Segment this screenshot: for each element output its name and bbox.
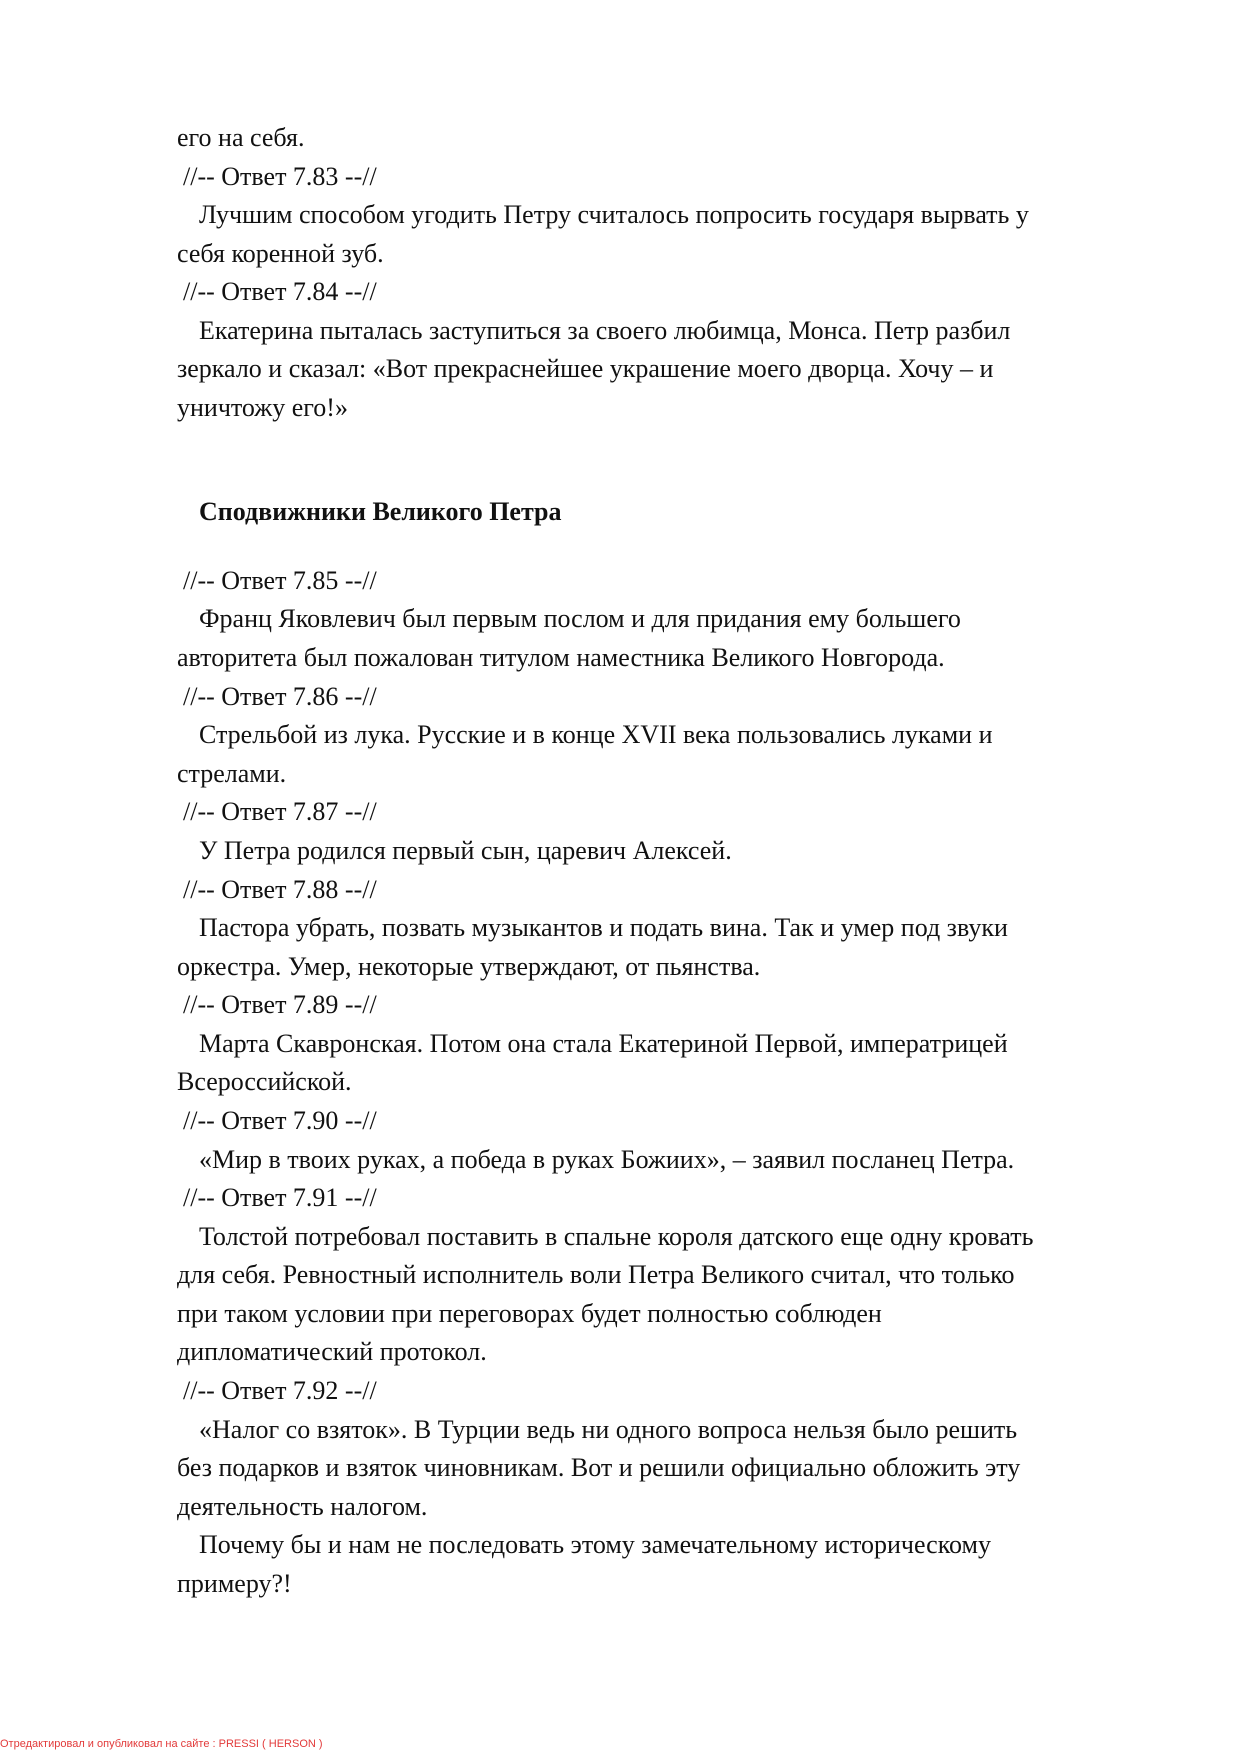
paragraph-first-line: Лучшим способом угодить Петру считалось попросить государя вырвать у xyxy=(199,200,1029,229)
text-line: уничтожу его!» xyxy=(177,393,348,422)
text-line: оркестра. Умер, некоторые утверждают, от пьянства. xyxy=(177,952,761,981)
answer-marker: //-- Ответ 7.88 --// xyxy=(183,875,377,904)
text-line: при таком условии при переговорах будет полностью соблюден xyxy=(177,1299,882,1328)
text-line: дипломатический протокол. xyxy=(177,1337,487,1366)
text-line: зеркало и сказал: «Вот прекраснейшее украшение моего дворца. Хочу – и xyxy=(177,354,994,383)
answer-marker: //-- Ответ 7.86 --// xyxy=(183,682,377,711)
paragraph-first-line: У Петра родился первый сын, царевич Алексей. xyxy=(199,836,732,865)
text-line: без подарков и взяток чиновникам. Вот и решили официально обложить эту xyxy=(177,1453,1021,1482)
answer-marker: //-- Ответ 7.85 --// xyxy=(183,566,377,595)
section-heading: Сподвижники Великого Петра xyxy=(199,497,562,526)
paragraph-first-line: Толстой потребовал поставить в спальне короля датского еще одну кровать xyxy=(199,1222,1034,1251)
paragraph-first-line: Стрельбой из лука. Русские и в конце XVII века пользовались луками и xyxy=(199,720,993,749)
answer-marker: //-- Ответ 7.83 --// xyxy=(183,162,377,191)
paragraph-first-line: Пастора убрать, позвать музыкантов и подать вина. Так и умер под звуки xyxy=(199,913,1008,942)
paragraph-first-line: Екатерина пыталась заступиться за своего любимца, Монса. Петр разбил xyxy=(199,316,1011,345)
text-line: Всероссийской. xyxy=(177,1067,352,1096)
text-line: деятельность налогом. xyxy=(177,1492,428,1521)
text-line: себя коренной зуб. xyxy=(177,239,384,268)
answer-marker: //-- Ответ 7.91 --// xyxy=(183,1183,377,1212)
answer-marker: //-- Ответ 7.89 --// xyxy=(183,990,377,1019)
answer-marker: //-- Ответ 7.90 --// xyxy=(183,1106,377,1135)
text-line: примеру?! xyxy=(177,1569,292,1598)
answer-marker: //-- Ответ 7.92 --// xyxy=(183,1376,377,1405)
text-line: для себя. Ревностный исполнитель воли Петра Великого считал, что только xyxy=(177,1260,1015,1289)
paragraph-first-line: Франц Яковлевич был первым послом и для придания ему большего xyxy=(199,604,961,633)
text-line: стрелами. xyxy=(177,759,287,788)
paragraph-first-line: «Налог со взяток». В Турции ведь ни одного вопроса нельзя было решить xyxy=(199,1415,1018,1444)
text-line: авторитета был пожалован титулом наместника Великого Новгорода. xyxy=(177,643,945,672)
text-line: его на себя. xyxy=(177,123,305,152)
paragraph-first-line: Марта Скавронская. Потом она стала Екатериной Первой, императрицей xyxy=(199,1029,1008,1058)
answer-marker: //-- Ответ 7.84 --// xyxy=(183,277,377,306)
answer-marker: //-- Ответ 7.87 --// xyxy=(183,797,377,826)
paragraph-first-line: Почему бы и нам не последовать этому замечательному историческому xyxy=(199,1530,991,1559)
publisher-footer: Отредактировал и опубликовал на сайте : PRESSI ( HERSON ) xyxy=(0,1738,323,1750)
paragraph-first-line: «Мир в твоих руках, а победа в руках Божиих», – заявил посланец Петра. xyxy=(199,1145,1015,1174)
